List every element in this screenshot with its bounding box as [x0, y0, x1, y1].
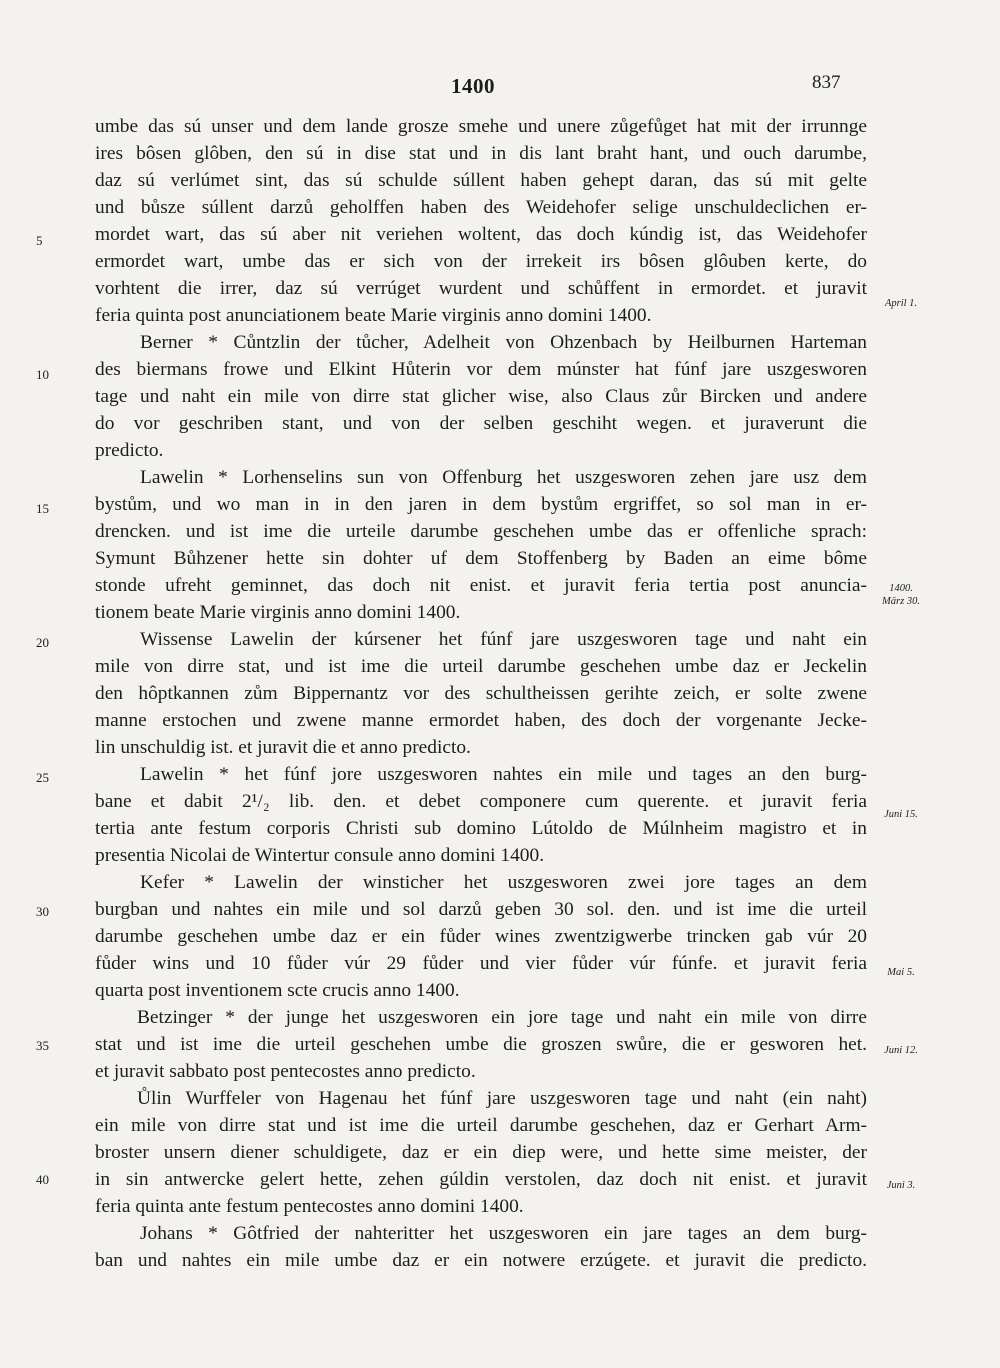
text-line: presentia Nicolai de Wintertur consule anno domini 1400. — [95, 845, 545, 866]
text-line: stonde ufreht geminnet, das doch nit enist. et juravit feria tertia post anuncia- — [95, 575, 867, 596]
text-line: Lawelin * Lorhenselins sun von Offenburg het uszgesworen zehen jare usz dem — [140, 467, 867, 488]
line-number: 30 — [36, 904, 49, 919]
text-line: tertia ante festum corporis Christi sub domino Lútoldo de Múlnheim magistro et in — [95, 818, 867, 839]
text-line: daz sú verlúmet sint, das sú schulde súllent haben gehept daran, das sú mit gelte — [95, 170, 867, 191]
text-line: fůder wins und 10 fůder vúr 29 fůder und vier fůder vúr fúnfe. et juravit feria — [95, 953, 867, 974]
text-line: ein mile von dirre stat und ist ime die urteil darumbe geschehen, daz er Gerhart Arm- — [95, 1115, 867, 1136]
text-line: do vor geschriben stant, und von der selben geschiht wegen. et juraverunt die — [95, 413, 867, 434]
text-line: stat und ist ime die urteil geschehen umbe die groszen swůre, die er gesworen het. — [95, 1034, 867, 1055]
text-line: in sin antwercke gelert hette, zehen gúldin verstolen, daz doch nit enist. et juravit — [95, 1169, 867, 1190]
text-line: Wissense Lawelin der kúrsener het fúnf jare uszgesworen tage und naht ein — [140, 629, 867, 650]
text-line: bystům, und wo man in in den jaren in dem bystům ergriffet, so sol man in er- — [95, 494, 867, 515]
text-line: den hôptkannen zům Bippernantz vor des schultheissen gerihte zeich, er solte zwene — [95, 683, 867, 704]
text-line: lin unschuldig ist. et juravit die et anno predicto. — [95, 737, 471, 758]
margin-date-note: Mai 5. — [887, 967, 915, 978]
line-number: 25 — [36, 770, 49, 785]
margin-date-note: Juni 3. — [886, 1180, 916, 1191]
text-line: Kefer * Lawelin der winsticher het uszgesworen zwei jore tages an dem — [140, 872, 867, 893]
text-line: mordet wart, das sú aber nit veriehen woltent, das doch kúndig ist, das Weidehofer — [95, 224, 867, 245]
text-line: Johans * Gôtfried der nahteritter het uszgesworen ein jare tages an dem burg- — [140, 1223, 867, 1244]
text-line: Berner * Cůntzlin der tůcher, Adelheit von Ohzenbach by Heilburnen Harteman — [140, 332, 867, 353]
text-line: ires bôsen glôben, den sú in dise stat und in dis lant braht hant, und ouch darumbe, — [95, 143, 867, 164]
text-line: und bůsze súllent darzů geholffen haben des Weidehofer selige unschuldeclichen er- — [95, 197, 867, 218]
text-line: Ůlin Wurffeler von Hagenau het fúnf jare uszgesworen tage und naht (ein naht) — [137, 1088, 867, 1109]
margin-date-note: April 1. — [884, 298, 918, 309]
line-number: 40 — [36, 1172, 49, 1187]
margin-date-note: März 30. — [882, 596, 920, 607]
text-line: predicto. — [95, 440, 164, 461]
margin-date-note: 1400. — [889, 583, 913, 594]
text-line: ermordet wart, umbe das er sich von der irrekeit irs bôsen glôuben kerte, do — [95, 251, 867, 272]
page-header-year: 1400 — [451, 74, 495, 98]
line-number: 35 — [36, 1038, 49, 1053]
text-line: feria quinta post anunciationem beate Marie virginis anno domini 1400. — [95, 305, 652, 326]
text-line: Symunt Bůhzener hette sin dohter uf dem Stoffenberg by Baden an eime bôme — [95, 548, 867, 569]
page-number: 837 — [812, 72, 841, 93]
text-line: umbe das sú unser und dem lande grosze smehe und unere zůgefůget hat mit der irrunnge — [95, 116, 867, 137]
text-line: drencken. und ist ime die urteile darumbe geschehen umbe das er offenliche sprach: — [95, 521, 867, 542]
line-number: 15 — [36, 501, 49, 516]
text-line: broster unsern diener schuldigete, daz er ein diep were, und hette sime meister, der — [95, 1142, 867, 1163]
text-line: tage und naht ein mile von dirre stat glicher wise, also Claus zůr Bircken und andere — [95, 386, 867, 407]
text-line: quarta post inventionem scte crucis anno 1400. — [95, 980, 460, 1001]
text-line: et juravit sabbato post pentecostes anno predicto. — [95, 1061, 476, 1082]
text-line: bane et dabit 2¹/₂ lib. den. et debet componere cum querente. et juravit feria — [95, 791, 867, 812]
text-line: burgban und nahtes ein mile und sol darzů geben 30 sol. den. und ist ime die urteil — [95, 899, 867, 920]
text-line: mile von dirre stat, und ist ime die urteil darumbe geschehen umbe daz er Jeckelin — [95, 656, 867, 677]
margin-date-note: Juni 15. — [884, 809, 918, 820]
text-line: tionem beate Marie virginis anno domini 1400. — [95, 602, 461, 623]
line-number: 5 — [36, 233, 43, 248]
margin-date-note: Juni 12. — [884, 1045, 918, 1056]
line-number: 20 — [36, 635, 49, 650]
text-line: Betzinger * der junge het uszgesworen ein jore tage und naht ein mile von dirre — [137, 1007, 867, 1028]
text-line: feria quinta ante festum pentecostes anno domini 1400. — [95, 1196, 524, 1217]
text-line: Lawelin * het fúnf jore uszgesworen nahtes ein mile und tages an den burg- — [140, 764, 867, 785]
text-line: des biermans frowe und Elkint Hůterin vor dem múnster hat fúnf jare uszgesworen — [95, 359, 867, 380]
text-line: ban und nahtes ein mile umbe daz er ein notwere erzúgete. et juravit die predicto. — [95, 1250, 867, 1271]
text-line: manne erstochen und zwene manne ermordet haben, des doch der vorgenante Jecke- — [95, 710, 867, 731]
text-line: vorhtent die irrer, daz sú verrúget wurdent und schůffent in ermordet. et juravit — [95, 278, 867, 299]
text-line: darumbe geschehen umbe daz er ein fůder wines zwentzigwerbe trincken gab vúr 20 — [95, 926, 867, 947]
line-number: 10 — [36, 367, 49, 382]
